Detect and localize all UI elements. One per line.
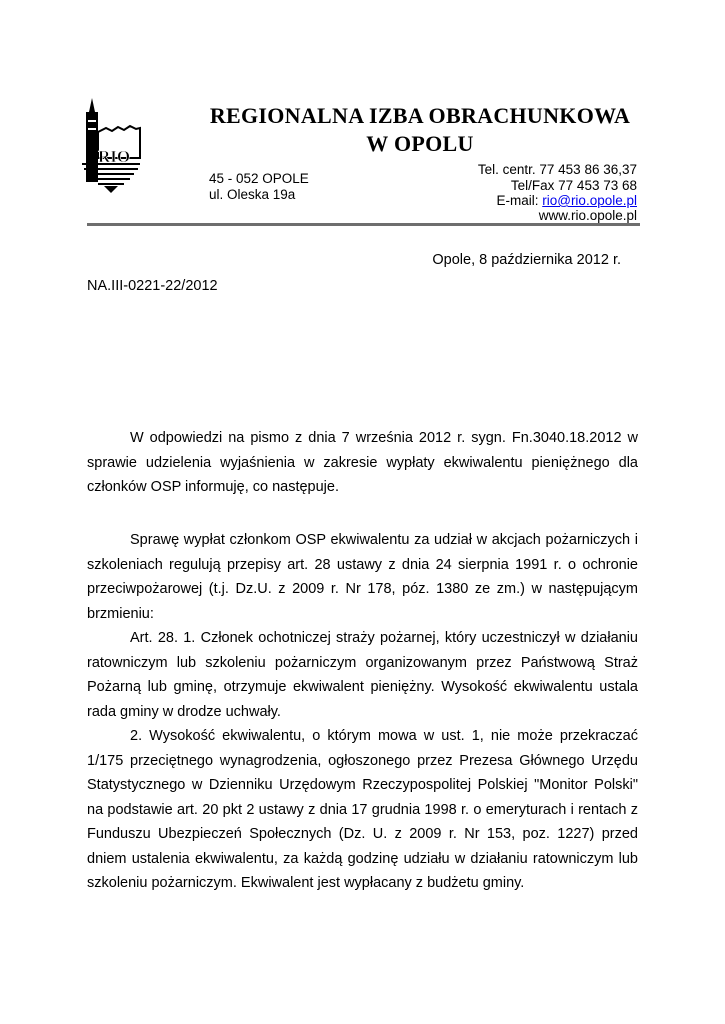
letter-body [87, 528, 638, 896]
letter-intro [87, 426, 638, 500]
paragraph-3: Art. 28. 1. Członek ochotniczej straży pożarnej, który uczestniczył w działaniu ratowniczym lub szkoleniu pożarniczym organizowanym przez Państwową Straż Pożarną lub gminę, otrzymuje ekwiwalent pieniężny. Wysokość ekwiwalentu ustala rada gminy w drodze uchwały. [87, 630, 638, 720]
paragraph-4: 2. Wysokość ekwiwalentu, o którym mowa w ust. 1, nie może przekraczać 1/175 przeciętnego wynagrodzenia, ogłoszonego przez Prezesa Głównego Urzędu Statystycznego w Dzienniku Urzędowym Rzeczypospolitej Polskiej "Monitor Polski" na podstawie art. 20 pkt 2 ustawy z dnia 17 grudnia 1998 r. o emeryturach i rentach z Funduszu Ubezpieczeń Społecznych (Dz. U. z 2009 r. Nr 153, poz. 1227) przed dniem ustalenia ekwiwalentu, za każdą godzinę udziału w działaniu ratowniczym lub szkoleniu pożarniczym. Ekwiwalent jest wypłacany z budżetu gminy. [87, 728, 638, 891]
paragraph-2: Sprawę wypłat członkom OSP ekwiwalentu za udział w akcjach pożarniczych i szkoleniach regulują przepisy art. 28 ustawy z dnia 24 sierpnia 1991 r. o ochronie przeciwpożarowej (t.j. Dz.U. z 2009 r. Nr 178, póz. 1380 ze zm.) w następującym brzmieniu: [87, 532, 638, 622]
email-label: E-mail: [496, 193, 543, 208]
postal-code-city: 45 - 052 OPOLE [209, 171, 309, 186]
logo-wordmark: RIO [97, 147, 131, 166]
reference-number: NA.III-0221-22/2012 [87, 278, 218, 294]
paragraph-1: W odpowiedzi na pismo z dnia 7 września 2012 r. sygn. Fn.3040.18.2012 w sprawie udzielenia wyjaśnienia w zakresie wypłaty ekwiwalentu pieniężnego dla członków OSP informuję, co następuje. [87, 430, 638, 495]
institution-city: W OPOLU [366, 131, 474, 156]
email-line [496, 193, 637, 209]
website: www.rio.opole.pl [538, 208, 637, 223]
tel-fax: Tel/Fax 77 453 73 68 [510, 178, 637, 193]
institution-title: REGIONALNA IZBA OBRACHUNKOWA [209, 103, 631, 128]
header-divider [87, 223, 640, 226]
email-link[interactable]: rio@rio.opole.pl [542, 193, 637, 208]
street-address: ul. Oleska 19a [209, 187, 296, 202]
letter-date: Opole, 8 października 2012 r. [432, 252, 621, 268]
rio-logo [78, 98, 150, 194]
tel-centr: Tel. centr. 77 453 86 36,37 [477, 162, 637, 177]
